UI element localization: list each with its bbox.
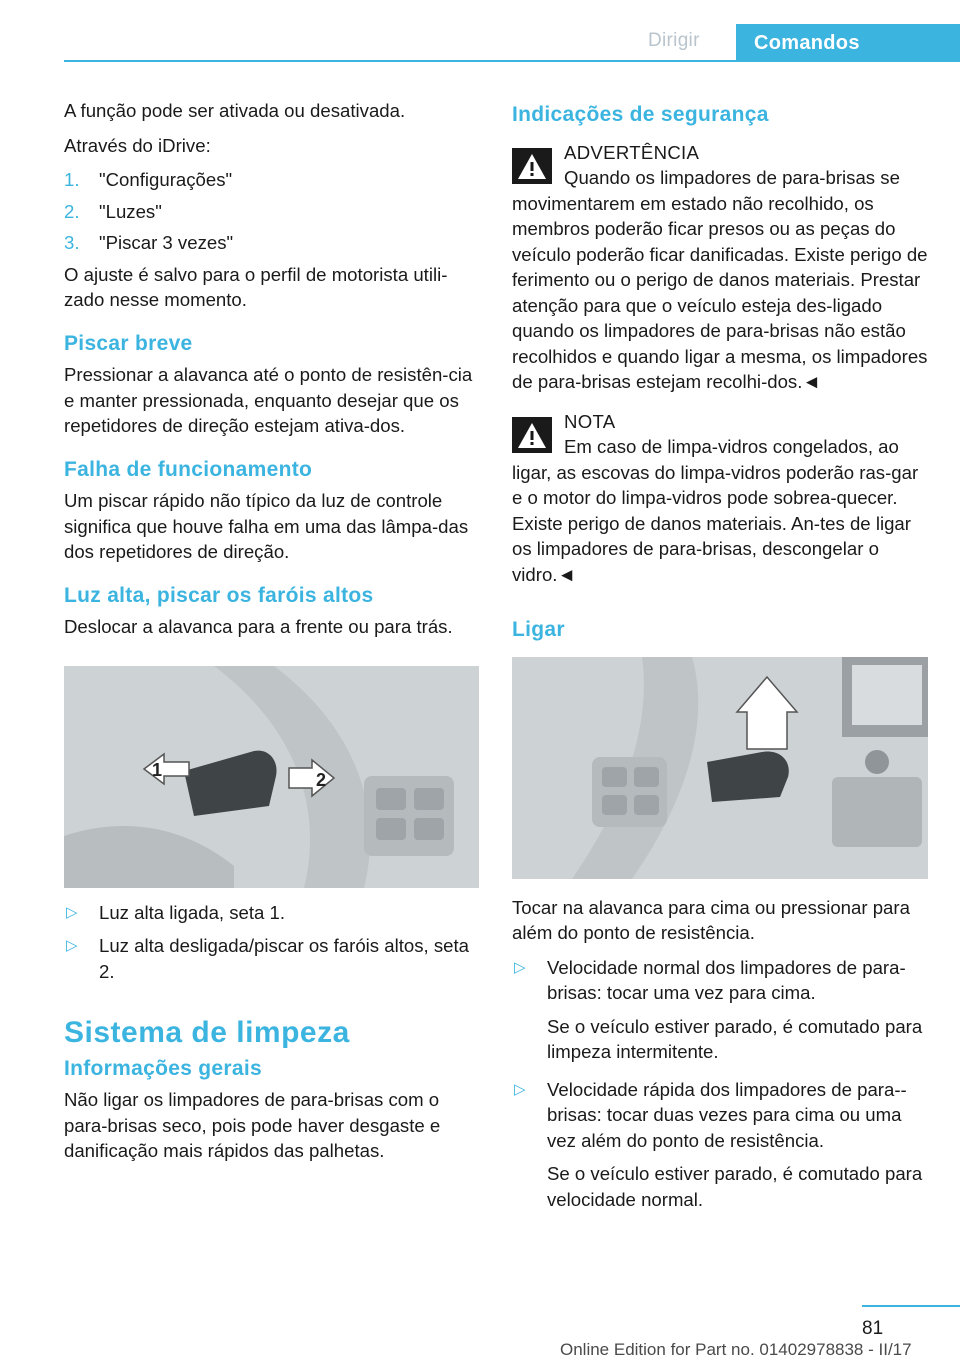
- arrow-label-2: 2: [316, 769, 327, 790]
- steps-list: [64, 167, 479, 256]
- page-number: 81: [862, 1318, 884, 1339]
- arrow-label-1: 1: [152, 759, 163, 780]
- heading-luz-alta: Luz alta, piscar os faróis altos: [64, 583, 374, 607]
- heading-ligar: Ligar: [512, 618, 565, 641]
- step-number: 2.: [64, 200, 80, 222]
- wiper-lever-illustration: [512, 657, 928, 879]
- info-text: Não ligar os limpadores de para-brisas com o para-brisas seco, pois pode haver desgaste e danificação mais rápidos das palhetas.: [64, 1089, 441, 1161]
- triangle-bullet-icon: ▷: [514, 958, 526, 976]
- header-rule: [64, 60, 960, 62]
- luz-alta-text: Deslocar a alavanca para a frente ou para trás.: [64, 616, 453, 637]
- idrive-text: Através do iDrive:: [64, 134, 211, 156]
- step-number: 1.: [64, 169, 80, 190]
- heading-sistema-limpeza: Sistema de limpeza: [64, 1016, 350, 1049]
- saved-text: O ajuste é salvo para o perfil de motorista utili-zado nesse momento.: [64, 263, 448, 310]
- header-section: Dirigir: [648, 30, 700, 51]
- bullet-text: Velocidade normal dos limpadores de para-brisas: tocar uma vez para cima.: [547, 956, 906, 1003]
- list-item: [64, 167, 479, 193]
- triangle-bullet-icon: ▷: [66, 937, 78, 954]
- intro-text: A função pode ser ativada ou desativada.: [64, 100, 406, 121]
- list-item: [64, 933, 479, 984]
- edition-text: Online Edition for Part no. 01402978838 - II/17: [560, 1340, 912, 1359]
- step-text: "Piscar 3 vezes": [99, 232, 234, 253]
- triangle-bullet-icon: ▷: [514, 1080, 526, 1098]
- note-triangle-icon: [512, 417, 552, 453]
- heading-indicacoes-seguranca: Indicações de segurança: [512, 103, 769, 126]
- bullet-text: Velocidade rápida dos limpadores de para--brisas: tocar duas vezes para cima ou uma vez além do ponto de resistência.: [547, 1078, 907, 1151]
- triangle-bullet-icon: ▷: [66, 903, 78, 921]
- step-text: "Luzes": [99, 200, 162, 222]
- left-column: [64, 98, 479, 1173]
- list-item: [512, 1077, 928, 1213]
- heading-informacoes-gerais: Informações gerais: [64, 1056, 262, 1080]
- step-number: 3.: [64, 232, 80, 253]
- warning-triangle-icon: [512, 148, 552, 184]
- headlight-lever-illustration: [64, 666, 479, 888]
- list-item: [64, 199, 479, 225]
- piscar-text: Pressionar a alavanca até o ponto de resistên-cia e manter pressionada, enquanto desejar que os repetidores de direção estejam ativa-dos.: [64, 364, 473, 436]
- bullet-text: Luz alta ligada, seta 1.: [99, 901, 286, 923]
- footer-rule: [862, 1305, 960, 1307]
- warning-text: Quando os limpadores de para-brisas se movimentarem em estado não recolhido, os membros poderão ficar presos ou as peças do veículo poderão ficar danificadas. Existe perigo de ferimento ou o perigo de danos materiais. Prestar atenção para que o veículo esteja des-ligado quando os limpadores de para-brisas não estão recolhidos e quando ligar a mesma, os limpadores de para-brisas estejam recolhi-dos.◄: [512, 167, 928, 392]
- right-column: [512, 98, 928, 1220]
- header-chapter-tab: Comandos: [736, 24, 960, 62]
- bullet-text: Luz alta desligada/piscar os faróis altos, seta 2.: [99, 935, 470, 982]
- heading-piscar-breve: Piscar breve: [64, 331, 193, 355]
- warning-block: [512, 140, 928, 395]
- falha-text: Um piscar rápido não típico da luz de controle significa que houve falha em uma das lâmpa-das dos repetidores de direção.: [64, 490, 469, 562]
- bullet-subtext: Se o veículo estiver parado, é comutado para velocidade normal.: [547, 1163, 923, 1210]
- note-title: NOTA: [564, 410, 616, 432]
- note-block: [512, 409, 928, 588]
- list-item: [64, 230, 479, 256]
- bullet-subtext: Se o veículo estiver parado, é comutado para limpeza intermitente.: [547, 1015, 923, 1062]
- headlight-bullets: [64, 900, 479, 985]
- wiper-bullets: [512, 955, 928, 1213]
- step-text: "Configurações": [99, 169, 233, 190]
- warning-title: ADVERTÊNCIA: [564, 141, 700, 163]
- list-item: [512, 955, 928, 1065]
- list-item: [64, 900, 479, 926]
- note-text: Em caso de limpa-vidros congelados, ao ligar, as escovas do limpa-vidros poderão ras-gar e o motor do limpa-vidros pode sobrea-quecer. Existe perigo de danos materiais. An-tes de ligar os limpadores de para-brisas, descongelar o vidro.◄: [512, 436, 919, 585]
- ligar-text: Tocar na alavanca para cima ou pressionar para além do ponto de resistência.: [512, 896, 910, 943]
- heading-falha: Falha de funcionamento: [64, 457, 313, 481]
